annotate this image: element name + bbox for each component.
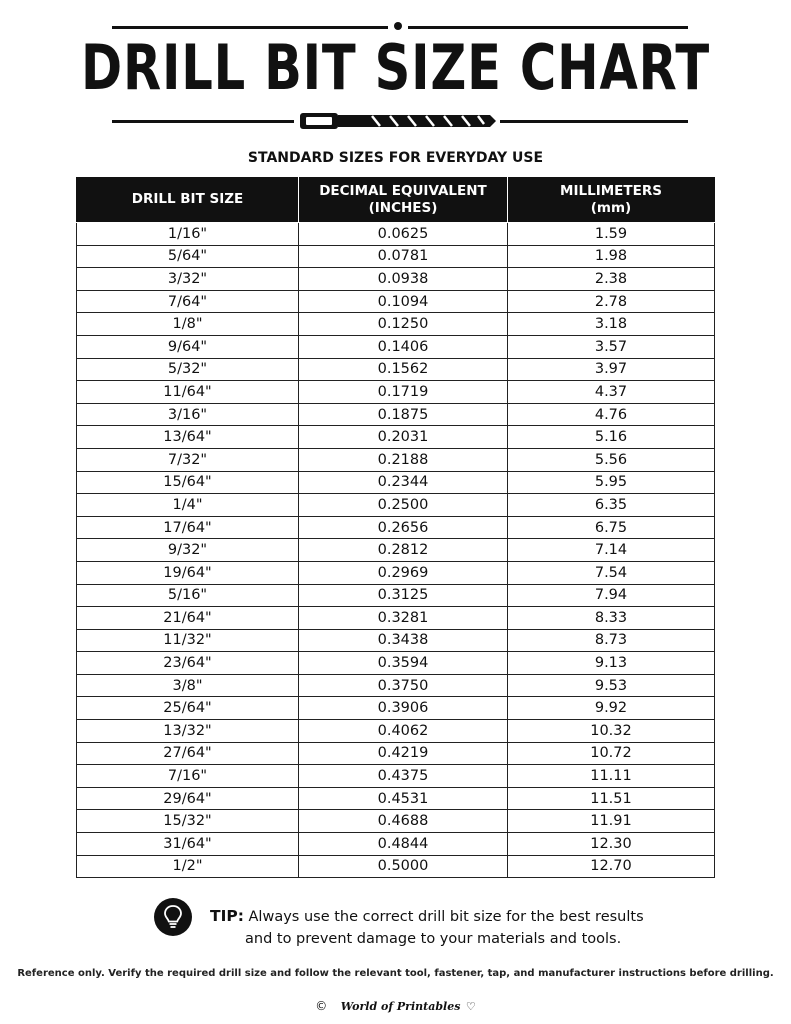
decimal-inches-cell: 0.1250 <box>299 313 508 336</box>
title-top-rule-right <box>408 26 688 29</box>
millimeters-cell: 10.72 <box>508 742 715 765</box>
drill-bit-size-cell: 23/64" <box>77 652 299 675</box>
copyright-symbol: © <box>315 999 328 1013</box>
millimeters-cell: 8.33 <box>508 607 715 630</box>
decimal-inches-cell: 0.2812 <box>299 539 508 562</box>
drill-bit-size-cell: 3/32" <box>77 268 299 291</box>
table-row <box>77 561 715 584</box>
table-row <box>77 381 715 404</box>
tip-line-2: and to prevent damage to your materials and tools. <box>245 931 622 947</box>
millimeters-cell: 2.78 <box>508 290 715 313</box>
drill-bit-size-cell: 7/16" <box>77 765 299 788</box>
header-decimal-equivalent-unit: (INCHES) <box>368 199 438 216</box>
decimal-inches-cell: 0.1875 <box>299 403 508 426</box>
table-row <box>77 494 715 517</box>
millimeters-cell: 7.94 <box>508 584 715 607</box>
drill-bit-size-cell: 31/64" <box>77 833 299 856</box>
decimal-inches-cell: 0.1719 <box>299 381 508 404</box>
header-drill-bit-size-label: DRILL BIT SIZE <box>131 191 244 207</box>
decimal-inches-cell: 0.3750 <box>299 674 508 697</box>
table-row <box>77 539 715 562</box>
decimal-inches-cell: 0.4219 <box>299 742 508 765</box>
millimeters-cell: 7.14 <box>508 539 715 562</box>
millimeters-cell: 9.92 <box>508 697 715 720</box>
table-row <box>77 765 715 788</box>
header-millimeters-label: MILLIMETERS <box>560 182 662 199</box>
table-row <box>77 290 715 313</box>
table-row <box>77 268 715 291</box>
drill-bit-size-cell: 1/16" <box>77 223 299 246</box>
decimal-inches-cell: 0.2500 <box>299 494 508 517</box>
millimeters-cell: 5.16 <box>508 426 715 449</box>
decimal-inches-cell: 0.4062 <box>299 720 508 743</box>
millimeters-cell: 2.38 <box>508 268 715 291</box>
drill-bit-size-cell: 19/64" <box>77 561 299 584</box>
drill-bit-size-cell: 11/64" <box>77 381 299 404</box>
millimeters-cell: 4.37 <box>508 381 715 404</box>
drill-bit-size-table <box>76 177 715 878</box>
header-decimal-equivalent-label: DECIMAL EQUIVALENT <box>319 182 487 199</box>
drill-bit-size-cell: 3/16" <box>77 403 299 426</box>
drill-bit-size-cell: 5/32" <box>77 358 299 381</box>
table-row <box>77 787 715 810</box>
millimeters-cell: 6.75 <box>508 516 715 539</box>
decimal-inches-cell: 0.0938 <box>299 268 508 291</box>
drill-bit-size-cell: 25/64" <box>77 697 299 720</box>
decimal-inches-cell: 0.1562 <box>299 358 508 381</box>
table-row <box>77 833 715 856</box>
header-millimeters <box>508 177 715 223</box>
drill-bit-size-cell: 3/8" <box>77 674 299 697</box>
table-row <box>77 584 715 607</box>
decimal-inches-cell: 0.2344 <box>299 471 508 494</box>
tip-line-1: Always use the correct drill bit size for the best results <box>248 909 644 925</box>
drill-bit-size-cell: 1/8" <box>77 313 299 336</box>
millimeters-cell: 11.51 <box>508 787 715 810</box>
heart-icon: ♡ <box>465 1000 476 1013</box>
decimal-inches-cell: 0.4531 <box>299 787 508 810</box>
drill-bit-size-cell: 5/16" <box>77 584 299 607</box>
drill-bit-size-cell: 7/64" <box>77 290 299 313</box>
decimal-inches-cell: 0.2656 <box>299 516 508 539</box>
decimal-inches-cell: 0.3281 <box>299 607 508 630</box>
header-millimeters-unit: (mm) <box>590 199 632 216</box>
millimeters-cell: 10.32 <box>508 720 715 743</box>
decimal-inches-cell: 0.1406 <box>299 335 508 358</box>
decimal-inches-cell: 0.3594 <box>299 652 508 675</box>
table-row <box>77 742 715 765</box>
table-row <box>77 403 715 426</box>
decimal-inches-cell: 0.0781 <box>299 245 508 268</box>
title-bottom-rule-right <box>500 120 688 123</box>
table-row <box>77 313 715 336</box>
decimal-inches-cell: 0.4844 <box>299 833 508 856</box>
drill-bit-size-cell: 21/64" <box>77 607 299 630</box>
tip-text <box>210 905 670 950</box>
millimeters-cell: 3.57 <box>508 335 715 358</box>
drill-bit-size-cell: 9/32" <box>77 539 299 562</box>
drill-bit-size-cell: 15/32" <box>77 810 299 833</box>
drill-bit-size-cell: 13/32" <box>77 720 299 743</box>
header-drill-bit-size <box>77 177 299 223</box>
millimeters-cell: 12.30 <box>508 833 715 856</box>
millimeters-cell: 8.73 <box>508 629 715 652</box>
millimeters-cell: 6.35 <box>508 494 715 517</box>
lightbulb-icon <box>154 898 192 936</box>
millimeters-cell: 3.18 <box>508 313 715 336</box>
table-body <box>77 223 715 878</box>
decimal-inches-cell: 0.1094 <box>299 290 508 313</box>
table-row <box>77 674 715 697</box>
millimeters-cell: 4.76 <box>508 403 715 426</box>
page-title: DRILL BIT SIZE CHART <box>80 31 711 104</box>
millimeters-cell: 3.97 <box>508 358 715 381</box>
millimeters-cell: 11.11 <box>508 765 715 788</box>
decimal-inches-cell: 0.3438 <box>299 629 508 652</box>
decimal-inches-cell: 0.2031 <box>299 426 508 449</box>
brand-name: World of Printables <box>340 1000 461 1013</box>
table-row <box>77 448 715 471</box>
decimal-inches-cell: 0.0625 <box>299 223 508 246</box>
millimeters-cell: 1.98 <box>508 245 715 268</box>
table-row <box>77 855 715 878</box>
table-row <box>77 245 715 268</box>
decimal-inches-cell: 0.4688 <box>299 810 508 833</box>
drill-bit-size-cell: 15/64" <box>77 471 299 494</box>
drill-bit-size-cell: 27/64" <box>77 742 299 765</box>
disclaimer: Reference only. Verify the required drill size and follow the relevant tool, fastener, tap, and manufacturer instructions before drilling. <box>17 968 774 979</box>
millimeters-cell: 1.59 <box>508 223 715 246</box>
drill-bit-size-cell: 1/4" <box>77 494 299 517</box>
decimal-inches-cell: 0.2188 <box>299 448 508 471</box>
table-row <box>77 471 715 494</box>
drill-bit-size-cell: 17/64" <box>77 516 299 539</box>
page-subtitle: STANDARD SIZES FOR EVERYDAY USE <box>247 150 544 166</box>
table-row <box>77 629 715 652</box>
millimeters-cell: 7.54 <box>508 561 715 584</box>
table-row <box>77 223 715 246</box>
decimal-inches-cell: 0.3906 <box>299 697 508 720</box>
drill-bit-size-cell: 11/32" <box>77 629 299 652</box>
decimal-inches-cell: 0.5000 <box>299 855 508 878</box>
table-row <box>77 335 715 358</box>
table-row <box>77 426 715 449</box>
title-top-rule-left <box>112 26 388 29</box>
table-row <box>77 697 715 720</box>
table-row <box>77 607 715 630</box>
tip-label: TIP: <box>210 907 244 925</box>
brand-footer <box>0 998 791 1015</box>
table-row <box>77 516 715 539</box>
millimeters-cell: 5.56 <box>508 448 715 471</box>
table-row <box>77 652 715 675</box>
table-row <box>77 810 715 833</box>
drill-bit-icon <box>300 110 496 132</box>
millimeters-cell: 5.95 <box>508 471 715 494</box>
title-bottom-rule-left <box>112 120 294 123</box>
drill-bit-size-cell: 29/64" <box>77 787 299 810</box>
drill-bit-size-cell: 5/64" <box>77 245 299 268</box>
decimal-inches-cell: 0.3125 <box>299 584 508 607</box>
millimeters-cell: 9.13 <box>508 652 715 675</box>
millimeters-cell: 11.91 <box>508 810 715 833</box>
header-decimal-equivalent <box>299 177 508 223</box>
millimeters-cell: 12.70 <box>508 855 715 878</box>
table-header-row <box>77 177 715 223</box>
table-row <box>77 358 715 381</box>
drill-bit-size-cell: 9/64" <box>77 335 299 358</box>
title-top-dot <box>394 22 402 30</box>
drill-bit-size-cell: 13/64" <box>77 426 299 449</box>
table-row <box>77 720 715 743</box>
decimal-inches-cell: 0.4375 <box>299 765 508 788</box>
millimeters-cell: 9.53 <box>508 674 715 697</box>
decimal-inches-cell: 0.2969 <box>299 561 508 584</box>
drill-bit-size-cell: 1/2" <box>77 855 299 878</box>
drill-bit-size-cell: 7/32" <box>77 448 299 471</box>
